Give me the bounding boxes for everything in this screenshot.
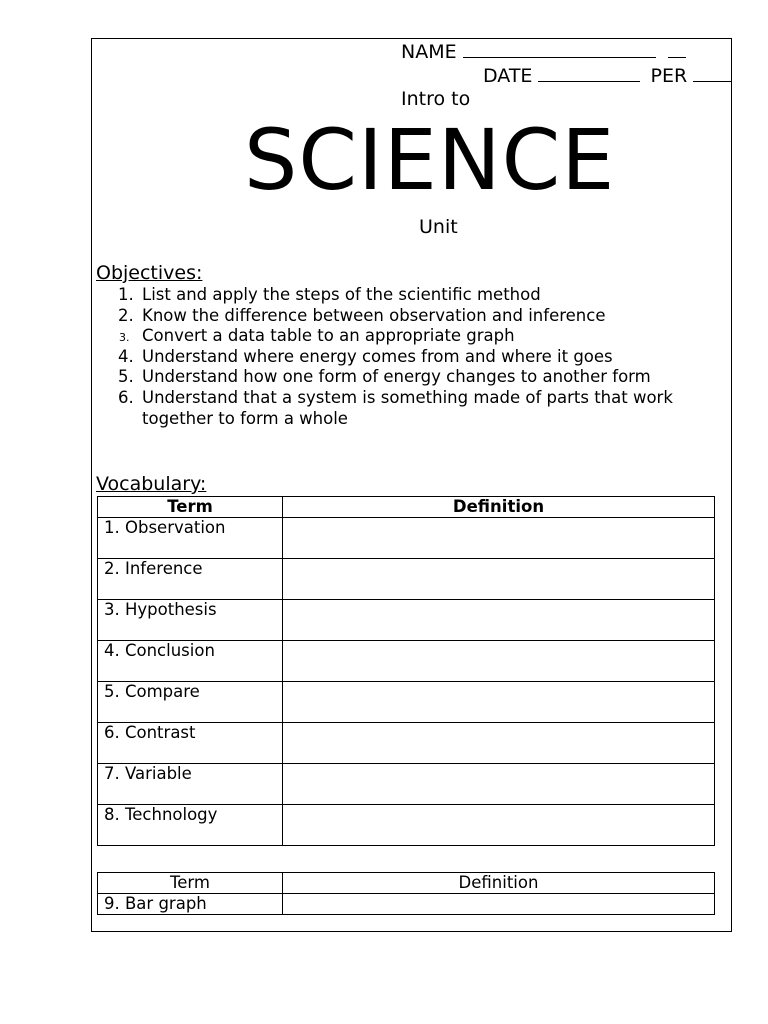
objectives-list [92, 285, 732, 429]
per-label: PER [650, 65, 688, 87]
per-blank [693, 64, 731, 82]
definition-cell[interactable] [283, 559, 715, 600]
term-cell: 9. Bar graph [98, 894, 283, 915]
term-cell: 6. Contrast [98, 723, 283, 764]
table-header-row [98, 497, 715, 518]
term-cell: 2. Inference [98, 559, 283, 600]
table-row [98, 894, 715, 915]
objective-item: 4. Understand where energy comes from and where it goes [118, 346, 613, 366]
table-header-row [98, 873, 715, 894]
term-cell: 4. Conclusion [98, 641, 283, 682]
column-header-definition: Definition [283, 873, 715, 894]
objective-item: 1. List and apply the steps of the scientific method [118, 285, 541, 304]
table-row [98, 641, 715, 682]
term-cell: 3. Hypothesis [98, 600, 283, 641]
definition-cell[interactable] [283, 805, 715, 846]
definition-cell[interactable] [283, 764, 715, 805]
column-header-term: Term [98, 873, 283, 894]
column-header-term: Term [98, 497, 283, 518]
column-header-definition: Definition [283, 497, 715, 518]
date-per-line [483, 64, 731, 87]
name-blank-2 [668, 40, 686, 58]
definition-cell[interactable] [283, 894, 715, 915]
objectives-heading: Objectives: [96, 262, 203, 284]
table-row [98, 723, 715, 764]
table-row [98, 559, 715, 600]
vocabulary-table [97, 496, 715, 846]
term-cell: 5. Compare [98, 682, 283, 723]
objective-item: 3. Convert a data table to an appropriate graph [119, 326, 515, 346]
date-blank [538, 64, 640, 82]
name-blank [463, 40, 656, 58]
term-cell: 8. Technology [98, 805, 283, 846]
definition-cell[interactable] [283, 518, 715, 559]
table-row [98, 600, 715, 641]
name-line [401, 40, 686, 63]
intro-text: Intro to [401, 88, 471, 110]
page-title: SCIENCE [244, 111, 616, 209]
definition-cell[interactable] [283, 600, 715, 641]
date-label: DATE [483, 65, 533, 87]
vocabulary-table-2 [97, 872, 715, 915]
table-row [98, 518, 715, 559]
worksheet-page [91, 38, 732, 932]
objective-item: 2. Know the difference between observation and inference [118, 305, 606, 325]
objective-item: 5. Understand how one form of energy changes to another form [118, 367, 651, 387]
unit-label: Unit [419, 216, 458, 238]
table-row [98, 805, 715, 846]
name-label: NAME [401, 41, 457, 63]
objective-item: 6. Understand that a system is something made of parts that work [118, 387, 673, 407]
objective-item-continued: together to form a whole [142, 408, 348, 428]
table-row [98, 764, 715, 805]
definition-cell[interactable] [283, 641, 715, 682]
definition-cell[interactable] [283, 682, 715, 723]
vocabulary-heading: Vocabulary: [96, 473, 207, 495]
term-cell: 7. Variable [98, 764, 283, 805]
table-row [98, 682, 715, 723]
term-cell: 1. Observation [98, 518, 283, 559]
definition-cell[interactable] [283, 723, 715, 764]
